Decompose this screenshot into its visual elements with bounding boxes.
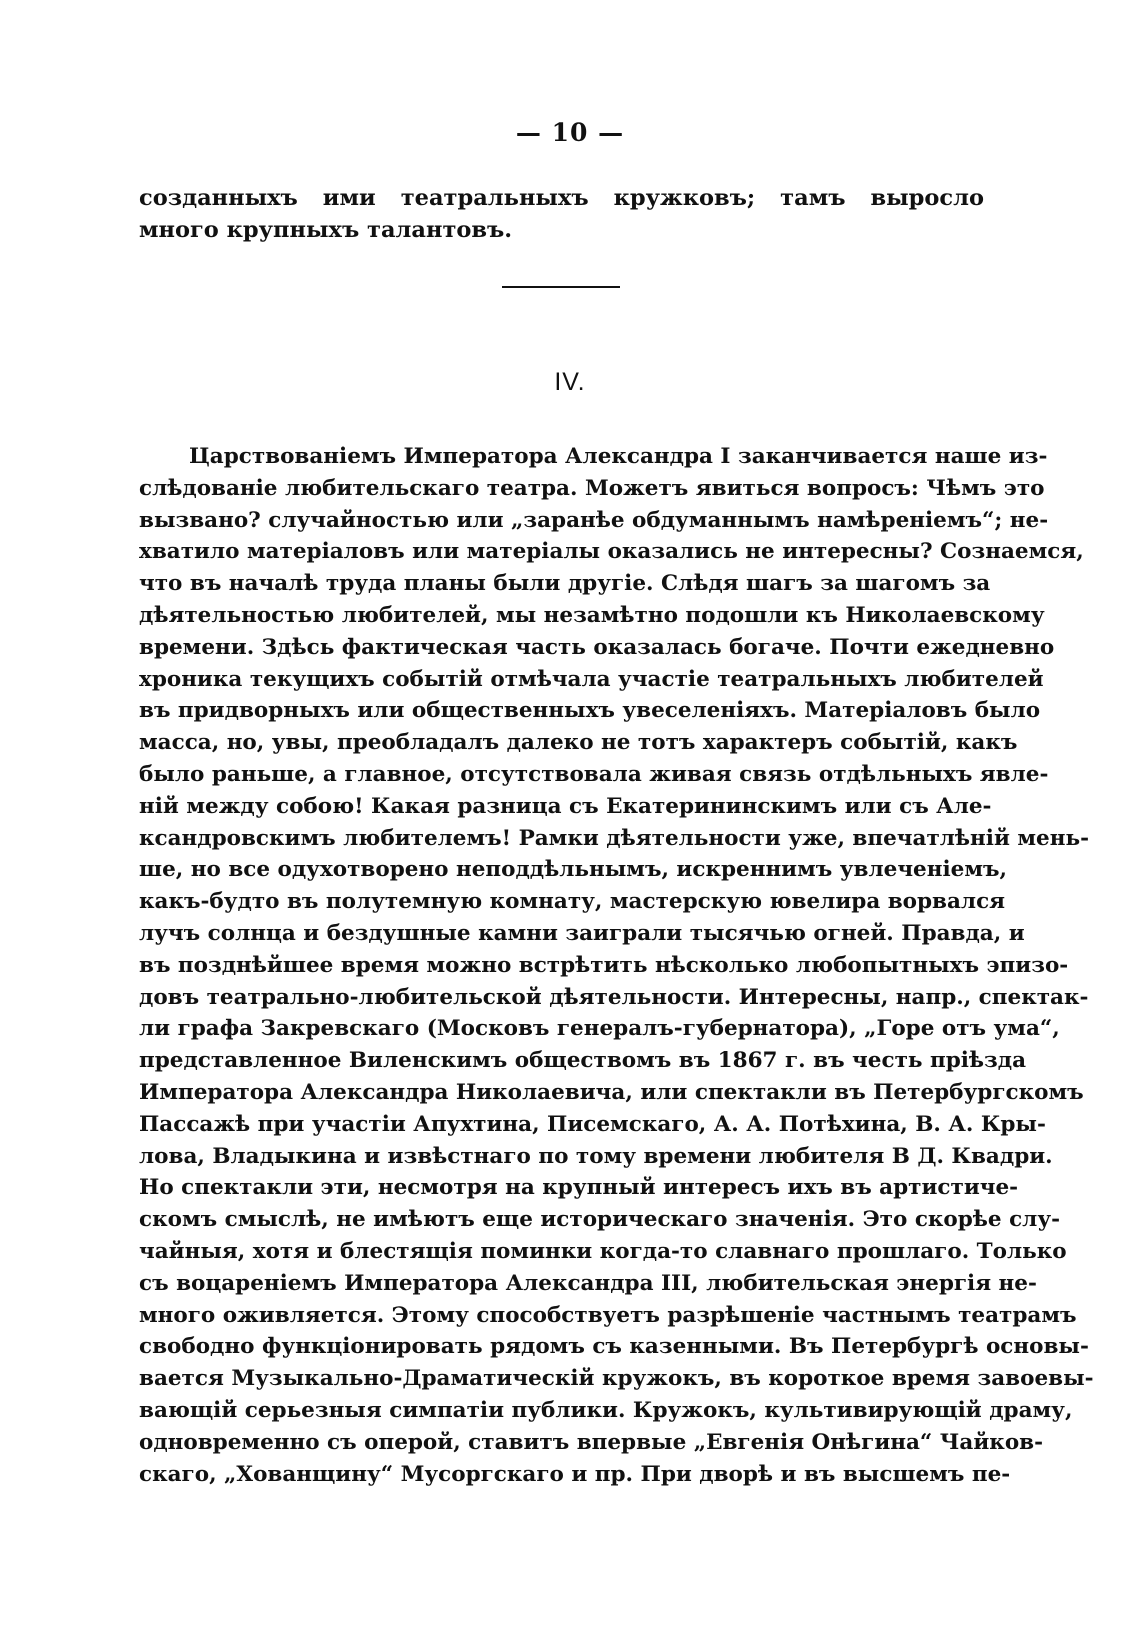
paragraph-line: много оживляется. Этому способствуетъ разрѣшеніе частнымъ театрамъ <box>139 1302 1077 1328</box>
paragraph-line: масса, но, увы, преобладалъ далеко не тотъ характеръ событій, какъ <box>139 730 1018 756</box>
paragraph-line: лова, Владыкина и извѣстнаго по тому времени любителя В Д. Квадри. <box>139 1143 1053 1169</box>
paragraph-line: лучъ солнца и бездушные камни заиграли тысячью огней. Правда, и <box>139 920 1025 946</box>
paragraph-line: вающій серьезныя симпатіи публики. Кружокъ, культивирующій драму, <box>139 1397 1073 1423</box>
paragraph-line: представленное Виленскимъ обществомъ въ 1867 г. въ честь пріѣзда <box>139 1048 1027 1074</box>
paragraph-line: одновременно съ оперой, ставитъ впервые „Евгенія Онѣгина“ Чайков- <box>139 1429 1044 1455</box>
paragraph-line: скомъ смыслѣ, не имѣютъ еще историческаго значенія. Это скорѣе слу- <box>139 1207 1061 1233</box>
paragraph-line: было раньше, а главное, отсутствовала живая связь отдѣльныхъ явле- <box>139 761 1049 787</box>
paragraph-line: что въ началѣ труда планы были другіе. Слѣдя шагъ за шагомъ за <box>139 571 991 597</box>
paragraph-line: въ придворныхъ или общественныхъ увеселеніяхъ. Матеріаловъ было <box>139 698 1041 724</box>
paragraph-line: дѣятельностью любителей, мы незамѣтно подошли къ Николаевскому <box>139 602 1045 628</box>
paragraph-line: свободно функціонировать рядомъ съ казенными. Въ Петербургѣ основы- <box>139 1334 1089 1360</box>
paragraph-line: Пассажѣ при участіи Апухтина, Писемскаго, А. А. Потѣхина, В. А. Кры- <box>139 1111 1046 1137</box>
paragraph-line: слѣдованіе любительскаго театра. Можетъ явиться вопросъ: Чѣмъ это <box>139 475 1045 501</box>
paragraph-line: вызвано? случайностью или „заранѣе обдуманнымъ намѣреніемъ“; не- <box>139 507 1049 533</box>
paragraph-line: времени. Здѣсь фактическая часть оказалась богаче. Почти ежедневно <box>139 634 1055 660</box>
paragraph-line: хватило матеріаловъ или матеріалы оказались не интересны? Сознаемся, <box>139 539 1084 565</box>
paragraph-line: скаго, „Хованщину“ Мусоргскаго и пр. При дворѣ и въ высшемъ пе- <box>139 1461 1011 1487</box>
section-heading: IV. <box>554 368 586 396</box>
paragraph-line: вается Музыкально-Драматическій кружокъ, въ короткое время завоевы- <box>139 1366 1094 1392</box>
paragraph-line: Но спектакли эти, несмотря на крупный интересъ ихъ въ артистиче- <box>139 1175 1019 1201</box>
paragraph-line: ли графа Закревскаго (Московъ генералъ-губернатора), „Горе отъ ума“, <box>139 1016 1060 1042</box>
paragraph-line: Императора Александра Николаевича, или спектакли въ Петербургскомъ <box>139 1079 1084 1105</box>
paragraph-line: въ позднѣйшее время можно встрѣтить нѣсколько любопытныхъ эпизо- <box>139 952 1069 978</box>
paragraph-line: хроника текущихъ событій отмѣчала участіе театральныхъ любителей <box>139 666 1044 692</box>
paragraph-line: довъ театрально-любительской дѣятельности. Интересны, напр., спектак- <box>139 984 1089 1010</box>
paragraph-line: ній между собою! Какая разница съ Екатерининскимъ или съ Але- <box>139 793 992 819</box>
paragraph-line: чайныя, хотя и блестящія поминки когда-то славнаго прошлаго. Только <box>139 1238 1067 1264</box>
continued-paragraph: созданныхъ ими театральныхъ кружковъ; тамъ выросло много крупныхъ талантовъ. <box>139 185 984 243</box>
section-divider <box>502 286 620 288</box>
section-paragraph <box>139 441 1094 1490</box>
paragraph-line: ксандровскимъ любителемъ! Рамки дѣятельности уже, впечатлѣній мень- <box>139 825 1089 851</box>
paragraph-line: съ воцареніемъ Императора Александра III, любительская энергія не- <box>139 1270 1037 1296</box>
paragraph-line: Царствованіемъ Императора Александра I заканчивается наше из- <box>189 444 1048 469</box>
paragraph-line: ше, но все одухотворено неподдѣльнымъ, искреннимъ увлеченіемъ, <box>139 857 1007 883</box>
page-number: — 10 — <box>515 118 625 147</box>
paragraph-line: какъ-будто въ полутемную комнату, мастерскую ювелира ворвался <box>139 889 1006 915</box>
